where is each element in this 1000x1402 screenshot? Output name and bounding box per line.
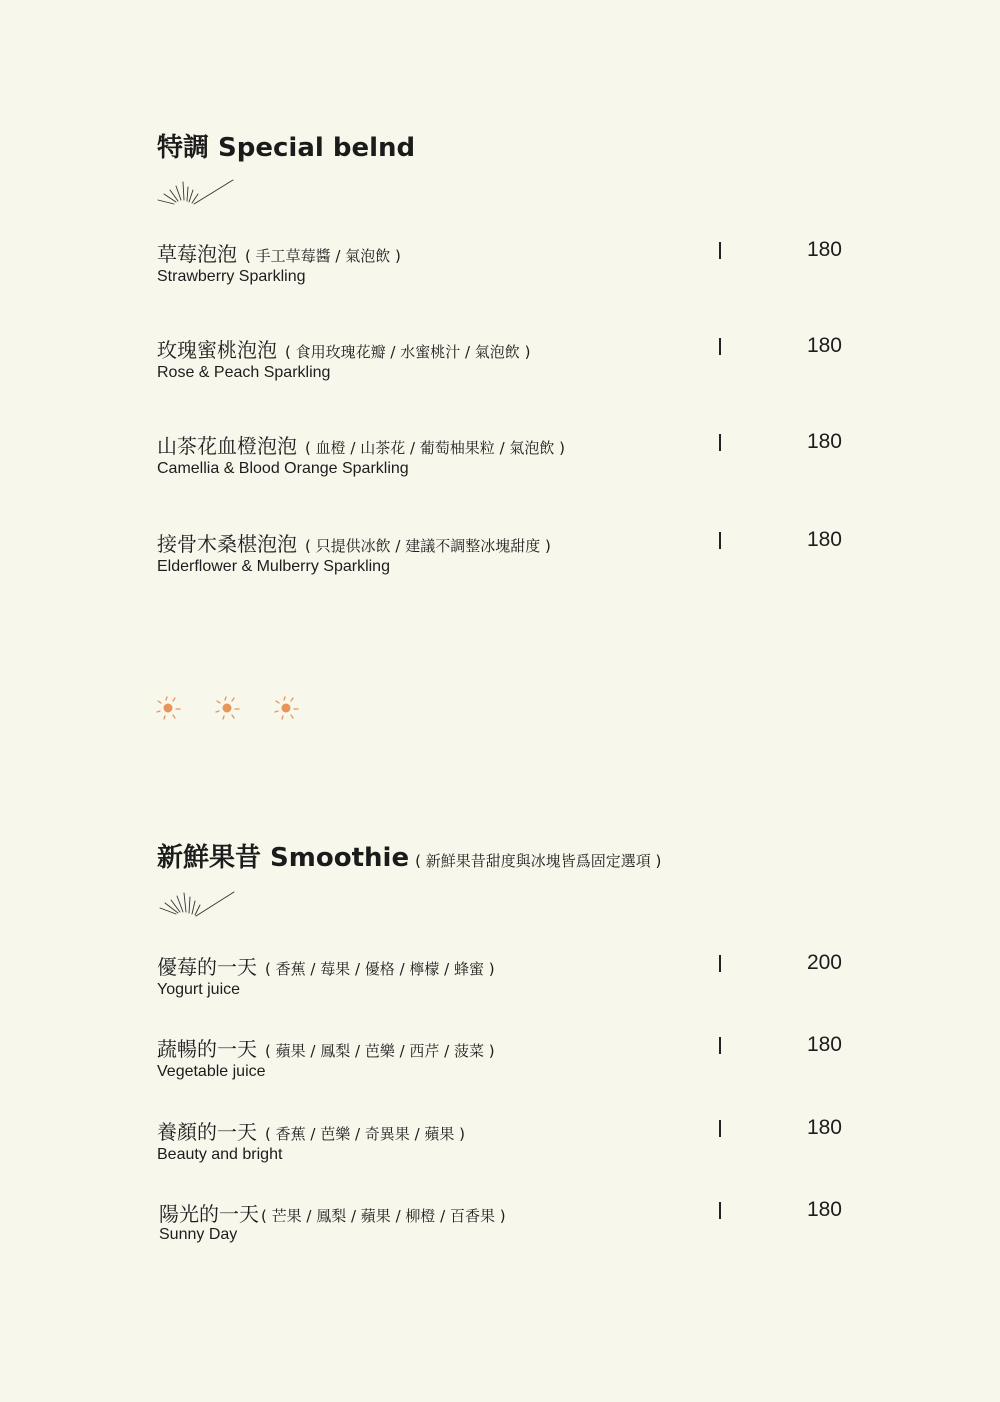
item-ingredients: ( 食用玫瑰花瓣 / 水蜜桃汁 / 氣泡飲 )	[285, 343, 531, 361]
menu-item	[157, 1033, 847, 1093]
menu-item	[157, 1198, 847, 1258]
item-ingredients: ( 只提供冰飲 / 建議不調整冰塊甜度 )	[305, 537, 551, 555]
menu-item	[157, 1116, 847, 1176]
item-name-zh	[157, 528, 551, 557]
item-name-en: Yogurt juice	[157, 981, 241, 998]
divider-bar	[719, 338, 721, 355]
section-note: ( 新鮮果昔甜度與冰塊皆爲固定選項 )	[415, 852, 662, 870]
item-name-zh-text: 陽光的一天	[159, 1202, 259, 1226]
divider-bar	[719, 1202, 721, 1219]
item-name-zh-text: 養顏的一天	[157, 1120, 257, 1144]
item-price: 180	[806, 238, 842, 261]
divider-bar	[719, 434, 721, 451]
item-price: 200	[806, 951, 842, 974]
menu-item	[157, 528, 847, 588]
item-name-zh	[157, 430, 565, 459]
item-price: 180	[806, 528, 842, 551]
item-price: 180	[806, 1033, 842, 1056]
item-name-en: Sunny Day	[159, 1226, 238, 1243]
item-price: 180	[806, 1198, 842, 1221]
item-name-zh	[157, 238, 401, 267]
divider-bar	[719, 1037, 721, 1054]
divider-bar	[719, 532, 721, 549]
item-name-zh-text: 優莓的一天	[157, 955, 257, 979]
sun-divider	[155, 693, 305, 723]
item-name-zh-text: 蔬暢的一天	[157, 1037, 257, 1061]
item-ingredients: ( 香蕉 / 芭樂 / 奇異果 / 蘋果 )	[265, 1125, 466, 1143]
item-name-en: Strawberry Sparkling	[157, 268, 306, 285]
item-price: 180	[806, 430, 842, 453]
section-title-special-text: 特調 Special belnd	[157, 133, 416, 163]
item-name-zh	[157, 1116, 465, 1145]
item-ingredients: ( 芒果 / 鳳梨 / 蘋果 / 柳橙 / 百香果 )	[261, 1207, 506, 1225]
item-name-en: Elderflower & Mulberry Sparkling	[157, 558, 390, 575]
menu-item	[157, 951, 847, 1011]
item-name-zh	[157, 951, 495, 980]
divider-bar	[719, 242, 721, 259]
item-price: 180	[806, 334, 842, 357]
item-name-zh-text: 接骨木桑椹泡泡	[157, 532, 297, 556]
item-name-zh-text: 草莓泡泡	[157, 242, 237, 266]
item-ingredients: ( 香蕉 / 莓果 / 優格 / 檸檬 / 蜂蜜 )	[265, 960, 495, 978]
item-name-zh	[159, 1198, 506, 1227]
line-burst-icon	[156, 890, 236, 920]
menu-item	[157, 430, 847, 490]
divider-bar	[719, 955, 721, 972]
item-name-zh-text: 山茶花血橙泡泡	[157, 434, 297, 458]
item-name-en: Vegetable juice	[157, 1063, 266, 1080]
menu-item	[157, 238, 847, 298]
item-name-en: Rose & Peach Sparkling	[157, 364, 331, 381]
section-title-special	[157, 127, 415, 164]
item-name-zh-text: 玫瑰蜜桃泡泡	[157, 338, 277, 362]
section-title-smoothie-text: 新鮮果昔 Smoothie	[157, 843, 410, 873]
sun-icon	[157, 697, 180, 719]
sun-icon	[275, 697, 298, 719]
item-name-zh	[157, 1033, 495, 1062]
line-burst-icon	[156, 178, 236, 208]
item-ingredients: ( 蘋果 / 鳳梨 / 芭樂 / 西芹 / 菠菜 )	[265, 1042, 495, 1060]
item-name-en: Camellia & Blood Orange Sparkling	[157, 460, 409, 477]
divider-bar	[719, 1120, 721, 1137]
menu-item	[157, 334, 847, 394]
sun-icon	[216, 697, 239, 719]
item-ingredients: ( 血橙 / 山茶花 / 葡萄柚果粒 / 氣泡飲 )	[305, 439, 566, 457]
section-title-smoothie	[157, 837, 661, 874]
item-name-en: Beauty and bright	[157, 1146, 283, 1163]
item-name-zh	[157, 334, 530, 363]
item-price: 180	[806, 1116, 842, 1139]
item-ingredients: ( 手工草莓醬 / 氣泡飲 )	[245, 247, 401, 265]
